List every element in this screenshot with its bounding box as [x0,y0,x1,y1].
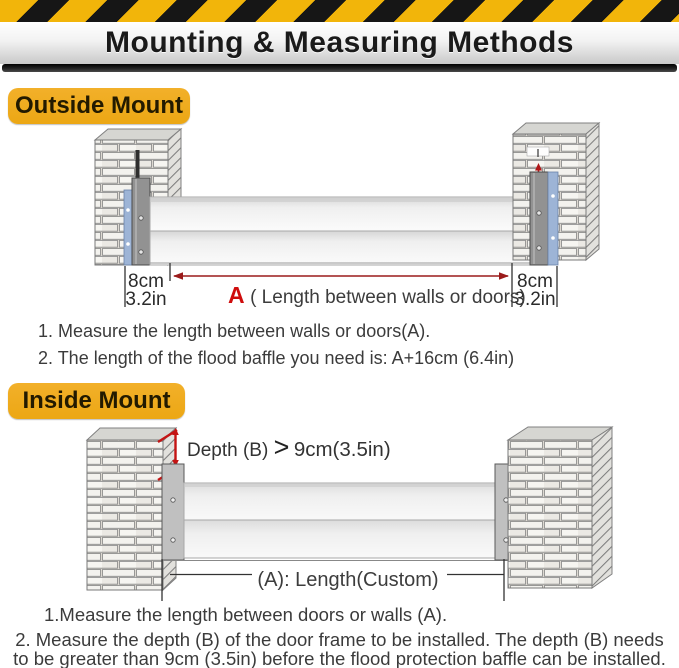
inside-step-2-line-1: 2. Measure the depth (B) of the door frame to be installed. The depth (B) needs [15,629,664,650]
title-banner [0,22,679,64]
length-custom-label: (A): Length(Custom) [257,569,439,591]
depth-label-value: 9cm(3.5in) [293,438,391,461]
inside-barrier-panel [163,483,518,561]
outside-mount-diagram [0,120,679,312]
depth-label-prefix: Depth (B) [187,440,274,461]
wall-slot [136,150,140,178]
inside-left-plate [162,464,184,560]
hazard-stripe-band [0,0,679,22]
left-offset-cm: 8cm [128,271,164,292]
inside-right-pillar [508,427,612,588]
greater-than-sign: > [273,432,290,462]
left-offset-in: 3.2in [125,289,167,310]
right-offset-in: 3.2in [514,289,556,310]
measure-arrow-icon [173,272,509,279]
outside-step-2: 2. The length of the flood baffle you need is: A+16cm (6.4in) [38,348,515,368]
outside-step-1: 1. Measure the length between walls or doors(A). [38,321,431,341]
title-underline-bar [2,64,677,72]
depth-label [187,432,391,462]
length-dimension-label [228,282,526,308]
inside-step-2-line-2: to be greater than 9cm (3.5in) before the flood protection baffle can be installed. [13,648,666,668]
dimension-letter-A: A [228,282,245,308]
outside-barrier-panel [150,197,530,265]
inside-step-1: 1.Measure the length between doors or walls (A). [44,604,448,625]
inside-mount-diagram [0,425,679,603]
outside-mount-label: Outside Mount [8,88,190,124]
outside-left-bracket [124,178,150,265]
dimension-caption: ( Length between walls or doors) [250,287,526,308]
inside-mount-label: Inside Mount [8,383,185,419]
right-offset-cm: 8cm [517,271,553,292]
page-title: Mounting & Measuring Methods [105,26,574,59]
outside-right-bracket [530,172,558,265]
